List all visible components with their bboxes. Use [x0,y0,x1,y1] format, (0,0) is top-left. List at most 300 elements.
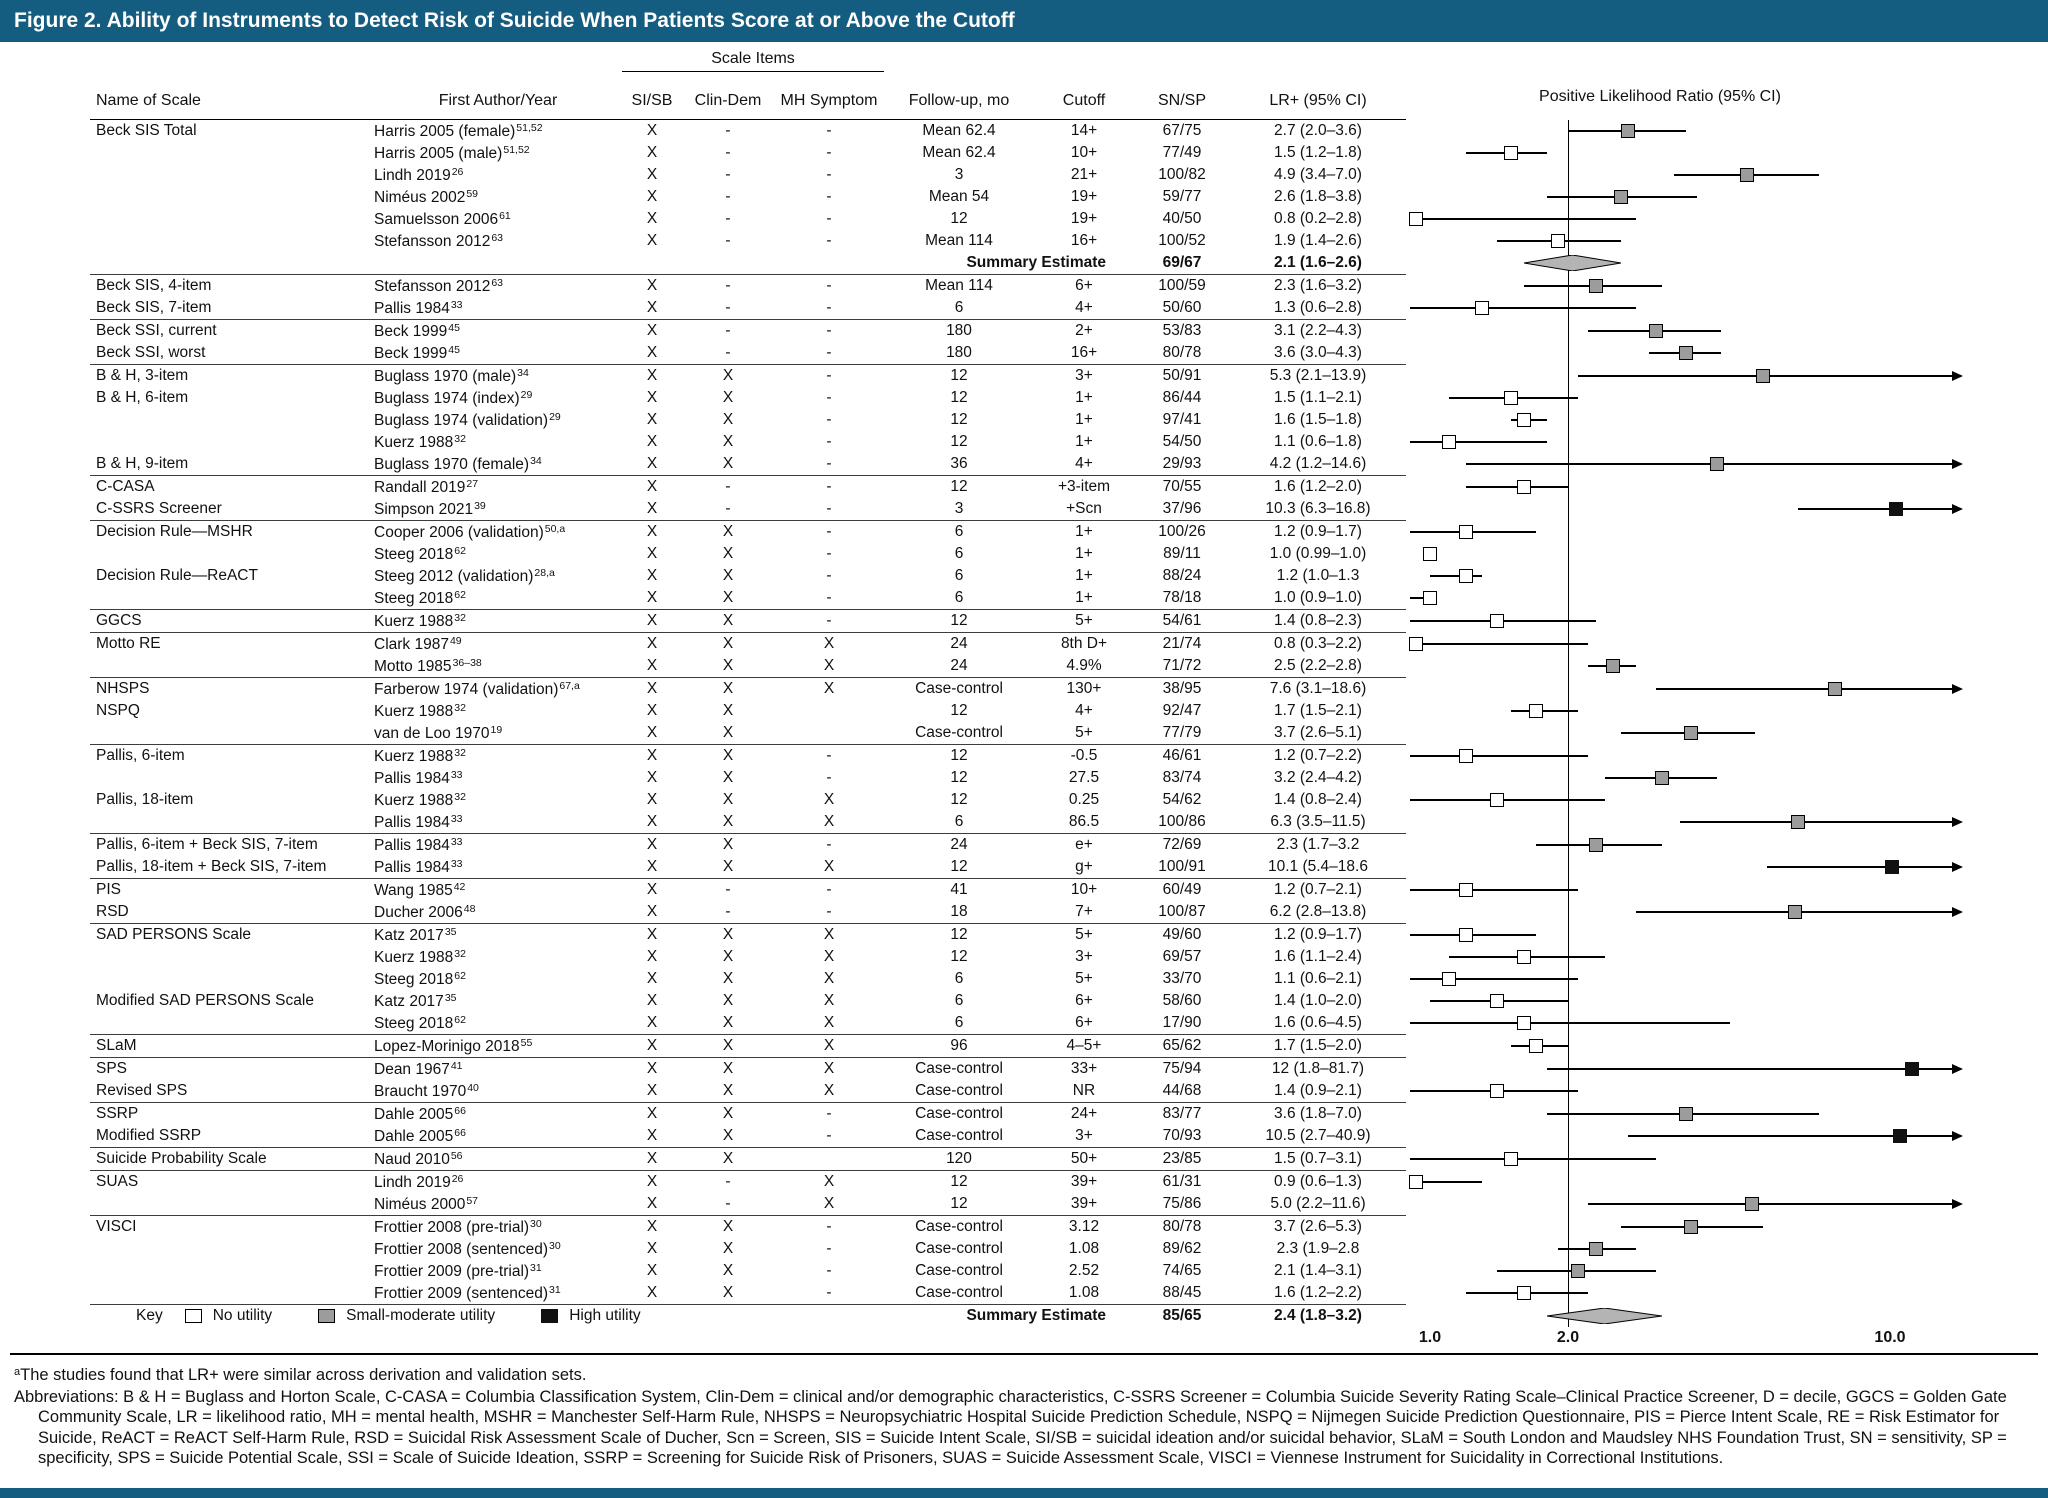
ci-line [1410,643,1588,645]
author-cell: Niméus 2000$^{57}$ [374,1194,479,1213]
lr-ci-cell: 2.3 (1.9–2.8 [1276,1240,1360,1257]
col-lr-ci: LR+ (95% CI) [1269,92,1367,109]
author-cell: Buglass 1970 (male)$^{34}$ [374,366,529,385]
author-cell: Beck 1999$^{45}$ [374,321,460,340]
forest-plot-cell [1406,342,2006,364]
author-cell: Frottier 2008 (pre-trial)$^{30}$ [374,1217,542,1236]
lr-marker-white [1504,1152,1518,1166]
follow-up-cell: 12 [950,747,968,764]
cutoff-cell: g+ [1075,858,1093,875]
lr-ci-cell: 1.2 (1.0–1.3 [1276,567,1360,584]
ci-arrow-right-icon [1952,862,1963,872]
ci-line [1410,441,1547,443]
si-sb-cell: X [646,589,658,606]
lr-marker-gray [1679,1107,1693,1121]
scale-group [0,1103,2048,1148]
forest-plot-cell [1406,879,2006,901]
mh-symptom-cell: - [826,210,832,227]
sn-sp-cell: 61/31 [1162,1173,1202,1190]
sn-sp-cell: 78/18 [1162,589,1202,606]
cutoff-cell: 1+ [1075,389,1093,406]
si-sb-cell: X [646,344,658,361]
scale-name-cell: PIS [96,881,121,898]
forest-plot-cell [1406,186,2006,208]
ci-line [1410,755,1588,757]
ci-line [1547,1068,1952,1070]
key-item-label: Small-moderate utility [346,1307,496,1324]
clin-dem-cell: - [725,322,731,339]
forest-plot-cell [1406,409,2006,431]
follow-up-cell: 12 [950,1173,968,1190]
sn-sp-cell: 37/96 [1162,500,1202,517]
clin-dem-cell: - [725,210,731,227]
mh-symptom-cell: - [826,433,832,450]
reference-superscript: 57 [466,1194,479,1207]
mh-symptom-cell: - [826,232,832,249]
si-sb-cell: X [646,144,658,161]
footnotes [0,1355,2048,1469]
sn-sp-cell: 100/52 [1158,232,1206,249]
forest-plot-cell [1406,856,2006,878]
lr-ci-cell: 1.6 (1.5–1.8) [1274,411,1362,428]
reference-superscript: 55 [520,1036,533,1049]
lr-ci-cell: 1.0 (0.9–1.0) [1274,589,1362,606]
reference-superscript: 49 [449,634,462,647]
mh-symptom-cell: X [823,1014,835,1031]
sn-sp-cell: 85/65 [1162,1307,1202,1324]
si-sb-cell: X [646,478,658,495]
follow-up-cell: Case-control [915,724,1003,741]
plot-header-cell [1406,88,2006,110]
follow-up-cell: 6 [954,523,964,540]
clin-dem-cell: X [722,813,734,830]
si-sb-cell: X [646,1014,658,1031]
lr-ci-cell: 6.3 (3.5–11.5) [1270,813,1366,830]
follow-up-cell: 6 [954,1014,964,1031]
mh-symptom-cell: - [826,1105,832,1122]
clin-dem-cell: X [722,1060,734,1077]
author-cell: Stefansson 2012$^{63}$ [374,276,504,295]
ci-arrow-right-icon [1952,1199,1963,1209]
ci-arrow-right-icon [1952,1064,1963,1074]
cutoff-cell: 33+ [1070,1060,1098,1077]
lr-marker-gray [1649,324,1663,338]
scale-name-cell: Modified SAD PERSONS Scale [96,992,314,1009]
reference-superscript: 61 [499,209,511,222]
author-cell: Niméus 2002$^{59}$ [374,187,479,206]
sn-sp-cell: 40/50 [1162,210,1202,227]
sn-sp-cell: 75/86 [1162,1195,1202,1212]
follow-up-cell: 6 [954,567,964,584]
clin-dem-cell: - [725,1195,731,1212]
footnote-marker: a [14,1366,21,1378]
author-cell: Randall 2019$^{27}$ [374,477,479,496]
lr-ci-cell: 2.6 (1.8–3.8) [1274,188,1362,205]
mh-symptom-cell: - [826,122,832,139]
follow-up-cell: Mean 54 [928,188,990,205]
author-cell: Lindh 2019$^{26}$ [374,1172,464,1191]
cutoff-cell: 3+ [1075,367,1093,384]
scale-name-cell: NSPQ [96,702,140,719]
mh-symptom-cell: - [826,836,832,853]
cutoff-cell: 4+ [1075,299,1093,316]
author-cell: Buglass 1970 (female)$^{34}$ [374,454,542,473]
scale-name-cell: NHSPS [96,680,150,697]
scale-name-cell: C-SSRS Screener [96,500,222,517]
follow-up-cell: Case-control [915,1082,1003,1099]
mh-symptom-cell: - [826,589,832,606]
mh-symptom-cell: - [826,188,832,205]
scale-group [0,1305,2048,1327]
lr-ci-cell: 1.2 (0.7–2.1) [1274,881,1362,898]
forest-plot-cell [1406,120,2006,142]
study-row [0,543,2048,565]
follow-up-cell: 24 [950,657,968,674]
lr-marker-white [1459,883,1473,897]
summary-diamond [1547,1308,1662,1324]
mh-symptom-cell: X [823,948,835,965]
sn-sp-cell: 38/95 [1162,680,1202,697]
reference-superscript: 48 [463,902,476,915]
lr-marker-gray [1684,1220,1698,1234]
si-sb-cell: X [646,433,658,450]
study-row [0,1282,2048,1304]
cutoff-cell: 1+ [1075,411,1093,428]
cutoff-cell: 10+ [1070,881,1098,898]
clin-dem-cell: X [722,791,734,808]
si-sb-cell: X [646,970,658,987]
ci-arrow-right-icon [1952,371,1963,381]
column-header-row [0,84,2048,110]
study-row [0,745,2048,767]
lr-marker-white [1517,413,1531,427]
scale-name-cell: B & H, 3-item [96,367,189,384]
figure-title: Figure 2. Ability of Instruments to Detect Risk of Suicide When Patients Score at or Above the Cutoff [14,9,1015,32]
si-sb-cell: X [646,992,658,1009]
lr-ci-cell: 1.2 (0.9–1.7) [1274,926,1362,943]
forest-plot-cell [1406,1012,2006,1034]
mh-symptom-cell: - [826,523,832,540]
sn-sp-cell: 21/74 [1162,635,1202,652]
cutoff-cell: 8th D+ [1060,635,1108,652]
forest-plot-cell [1406,1058,2006,1080]
cutoff-cell: 14+ [1070,122,1098,139]
cutoff-cell: 7+ [1075,903,1093,920]
cutoff-cell: 39+ [1070,1195,1098,1212]
follow-up-cell: 41 [950,881,968,898]
cutoff-cell: 5+ [1075,970,1093,987]
scale-name-cell: Revised SPS [96,1082,188,1099]
sn-sp-cell: 71/72 [1162,657,1202,674]
lr-marker-black [1893,1129,1907,1143]
si-sb-cell: X [646,277,658,294]
forest-plot-cell [1406,968,2006,990]
author-cell: Kuerz 1988$^{32}$ [374,746,466,765]
footnote-a [14,1362,2034,1386]
scale-group [0,275,2048,320]
lr-marker-white [1490,793,1504,807]
scale-group [0,1035,2048,1058]
forest-plot-cell [1406,387,2006,409]
reference-superscript: 35 [444,991,457,1004]
author-cell: Beck 1999$^{45}$ [374,343,460,362]
mh-symptom-cell: - [826,455,832,472]
cutoff-cell: 6+ [1075,1014,1093,1031]
si-sb-cell: X [646,523,658,540]
clin-dem-cell: X [722,1218,734,1235]
lr-marker-white [1504,391,1518,405]
reference-superscript: 66 [454,1126,466,1139]
sn-sp-cell: 80/78 [1162,344,1202,361]
follow-up-cell: 24 [950,836,968,853]
forest-plot-cell [1406,208,2006,230]
cutoff-cell: -0.5 [1070,747,1098,764]
ci-line [1410,799,1605,801]
forest-plot-cell [1406,924,2006,946]
lr-marker-gray [1756,369,1770,383]
ci-arrow-right-icon [1952,684,1963,694]
cutoff-cell: 4.9% [1066,657,1102,674]
study-row [0,856,2048,878]
scale-name-cell: B & H, 9-item [96,455,189,472]
author-cell: Naud 2010$^{56}$ [374,1149,463,1168]
si-sb-cell: X [646,411,658,428]
si-sb-cell: X [646,567,658,584]
forest-plot-cell [1406,565,2006,587]
lr-marker-gray [1589,1242,1603,1256]
author-cell: Kuerz 1988$^{32}$ [374,947,466,966]
follow-up-cell: 6 [954,589,964,606]
author-cell: Ducher 2006$^{48}$ [374,902,476,921]
scale-name-cell: Decision Rule—MSHR [96,523,253,540]
reference-superscript: 26 [451,165,464,178]
scale-name-cell: Decision Rule—ReACT [96,567,258,584]
follow-up-cell: 6 [954,813,964,830]
scale-name-cell: Modified SSRP [96,1127,202,1144]
lr-ci-cell: 2.1 (1.4–3.1) [1274,1262,1362,1279]
follow-up-cell: Mean 62.4 [922,144,996,161]
reference-superscript: 56 [450,1149,463,1162]
clin-dem-cell: X [722,836,734,853]
follow-up-cell: 12 [950,411,968,428]
follow-up-cell: 6 [954,545,964,562]
summary-row [0,1305,2048,1327]
study-row [0,387,2048,409]
lr-ci-cell: 2.5 (2.2–2.8) [1274,657,1362,674]
scale-name-cell: Pallis, 6-item [96,747,185,764]
forest-plot-cell [1406,498,2006,520]
si-sb-cell: X [646,635,658,652]
follow-up-cell: 12 [950,1195,968,1212]
col-si-sb: SI/SB [631,92,673,109]
lr-marker-white [1475,301,1489,315]
cutoff-cell: +3-item [1057,478,1111,495]
bottom-accent-bar [0,1488,2048,1498]
scale-name-cell: SPS [96,1060,128,1077]
follow-up-cell: 6 [954,970,964,987]
study-row [0,521,2048,543]
cutoff-cell: 1+ [1075,433,1093,450]
reference-superscript: 32 [454,611,466,624]
clin-dem-cell: X [722,1037,734,1054]
si-sb-cell: X [646,232,658,249]
study-row [0,1125,2048,1147]
forest-plot-cell [1406,142,2006,164]
lr-marker-black [1905,1062,1919,1076]
study-row [0,320,2048,342]
sn-sp-cell: 69/67 [1162,254,1202,271]
si-sb-cell: X [646,903,658,920]
key-item [318,1305,495,1327]
abbreviations: Abbreviations: B & H = Buglass and Horton Scale, C-CASA = Columbia Classification System, Clin-Dem = clinical and/or demographic characteristics, C-SSRS Screener = Columbia Suicide Severity Rating Scale–Clinical Practice Screener, D = decile, GGCS = Golden Gate Community Scale, LR = likelihood ratio, MH = mental health, MSHR = Manchester Self-Harm Rule, NHSPS = Neuropsychiatric Hospital Suicide Prediction Schedule, NSPQ = Nijmegen Suicide Prediction Questionnaire, PIS = Pierce Intent Scale, RE = Risk Estimator for Suicide, ReACT = ReACT Self-Harm Rule, RSD = Suicidal Risk Assessment Scale of Ducher, Scn = Screen, SIS = Suicide Intent Scale, SI/SB = suicidal ideation and/or suicidal behavior, SLaM = South London and Maudsley NHS Foundation Trust, SN = sensitivity, SP = specificity, SPS = Suicide Potential Scale, SSI = Scale of Suicide Ideation, SSRP = Screening for Suicide Risk of Prisoners, SUAS = Suicide Assessment Scale, VISCI = Viennese Instrument for Suicidality in Correctional Institutions. [14,1387,2007,1467]
cutoff-cell: 0.25 [1068,791,1100,808]
mh-symptom-cell: - [826,769,832,786]
sn-sp-cell: 100/86 [1158,813,1206,830]
lr-marker-gray [1655,771,1669,785]
forest-plot-cell [1406,521,2006,543]
scale-items-header: Scale Items [622,50,884,72]
study-row [0,879,2048,901]
forest-plot-cell [1406,1238,2006,1260]
follow-up-cell: 36 [950,455,968,472]
lr-ci-cell: 1.6 (1.2–2.0) [1274,478,1362,495]
si-sb-cell: X [646,680,658,697]
cutoff-cell: 6+ [1075,277,1093,294]
sn-sp-cell: 54/50 [1162,433,1202,450]
reference-superscript: 63 [491,231,504,244]
si-sb-cell: X [646,1284,658,1301]
ci-line [1410,218,1636,220]
author-cell: Harris 2005 (male)$^{51,52}$ [374,143,530,162]
clin-dem-cell: X [722,970,734,987]
clin-dem-cell: X [722,769,734,786]
sn-sp-cell: 83/74 [1162,769,1202,786]
study-row [0,655,2048,677]
study-row [0,587,2048,609]
lr-ci-cell: 3.6 (3.0–4.3) [1274,344,1362,361]
lr-marker-white [1551,234,1565,248]
study-row [0,1058,2048,1080]
follow-up-cell: 6 [954,299,964,316]
follow-up-cell: 120 [946,1150,972,1167]
forest-plot-cell [1406,700,2006,722]
clin-dem-cell: X [722,1127,734,1144]
forest-plot-cell [1406,834,2006,856]
reference-superscript: 62 [454,1013,466,1026]
si-sb-cell: X [646,1150,658,1167]
cutoff-cell: 86.5 [1068,813,1100,830]
cutoff-cell: 19+ [1070,210,1098,227]
lr-ci-cell: 2.3 (1.6–3.2) [1274,277,1362,294]
follow-up-cell: 3 [954,500,964,517]
sn-sp-cell: 33/70 [1162,970,1202,987]
clin-dem-cell: X [722,1284,734,1301]
mh-symptom-cell: - [826,1218,832,1235]
reference-superscript: 45 [448,343,460,356]
study-row [0,164,2048,186]
scale-name-cell: SAD PERSONS Scale [96,926,252,943]
sn-sp-cell: 89/11 [1163,545,1201,562]
follow-up-cell: Case-control [915,1218,1003,1235]
si-sb-cell: X [646,188,658,205]
forest-plot-cell [1406,1282,2006,1304]
forest-plot-cell [1406,767,2006,789]
author-cell: Simpson 2021$^{39}$ [374,499,486,518]
forest-plot-cell [1406,745,2006,767]
forest-plot-cell [1406,811,2006,833]
lr-marker-white [1517,1286,1531,1300]
cutoff-cell: 10+ [1070,144,1098,161]
clin-dem-cell: - [725,344,731,361]
follow-up-cell: 12 [950,926,968,943]
reference-superscript: 33 [450,812,463,825]
clin-dem-cell: - [725,277,731,294]
lr-marker-white [1504,146,1518,160]
clin-dem-cell: - [725,1173,731,1190]
si-sb-cell: X [646,166,658,183]
lr-ci-cell: 1.4 (0.9–2.1) [1274,1082,1362,1099]
forest-plot-cell [1406,1125,2006,1147]
author-cell: Frottier 2008 (sentenced)$^{30}$ [374,1239,561,1258]
study-row [0,834,2048,856]
forest-plot-cell [1406,1193,2006,1215]
lr-marker-gray [1740,168,1754,182]
clin-dem-cell: X [722,948,734,965]
si-sb-cell: X [646,813,658,830]
reference-superscript: 33 [450,768,463,781]
author-cell: Steeg 2018$^{62}$ [374,588,466,607]
scale-name-cell: Pallis, 6-item + Beck SIS, 7-item [96,836,318,853]
author-cell: Pallis 1984$^{33}$ [374,835,463,854]
sn-sp-cell: 54/61 [1162,612,1202,629]
cutoff-cell: NR [1072,1082,1096,1099]
reference-superscript: 50,a [544,522,566,535]
lr-ci-cell: 1.1 (0.6–2.1) [1274,970,1362,987]
clin-dem-cell: - [725,903,731,920]
forest-plot-cell [1406,610,2006,632]
lr-ci-cell: 2.7 (2.0–3.6) [1274,122,1362,139]
author-cell: Cooper 2006 (validation)$^{50,a}$ [374,522,566,541]
lr-marker-gray [1710,457,1724,471]
si-sb-cell: X [646,657,658,674]
clin-dem-cell: - [725,166,731,183]
scale-name-cell: VISCI [96,1218,137,1235]
forest-plot-cell [1406,252,2006,274]
lr-ci-cell: 5.0 (2.2–11.6) [1270,1195,1366,1212]
lr-marker-white [1423,591,1437,605]
si-sb-cell: X [646,724,658,741]
mh-symptom-cell: X [823,1037,835,1054]
follow-up-cell: Case-control [915,1240,1003,1257]
lr-marker-gray [1571,1264,1585,1278]
author-cell: van de Loo 1970$^{19}$ [374,723,503,742]
lr-marker-black [1885,860,1899,874]
clin-dem-cell: X [722,389,734,406]
si-sb-cell: X [646,122,658,139]
summary-diamond [1524,255,1621,271]
sn-sp-cell: 74/65 [1162,1262,1202,1279]
reference-superscript: 32 [454,790,466,803]
study-row [0,990,2048,1012]
sn-sp-cell: 46/61 [1162,747,1202,764]
lr-ci-cell: 2.3 (1.7–3.2 [1276,836,1360,853]
mh-symptom-cell: - [826,1127,832,1144]
follow-up-cell: Mean 114 [925,277,993,294]
mh-symptom-cell: X [823,680,835,697]
follow-up-cell: 12 [950,702,968,719]
scale-group [0,1216,2048,1305]
lr-marker-white [1490,994,1504,1008]
